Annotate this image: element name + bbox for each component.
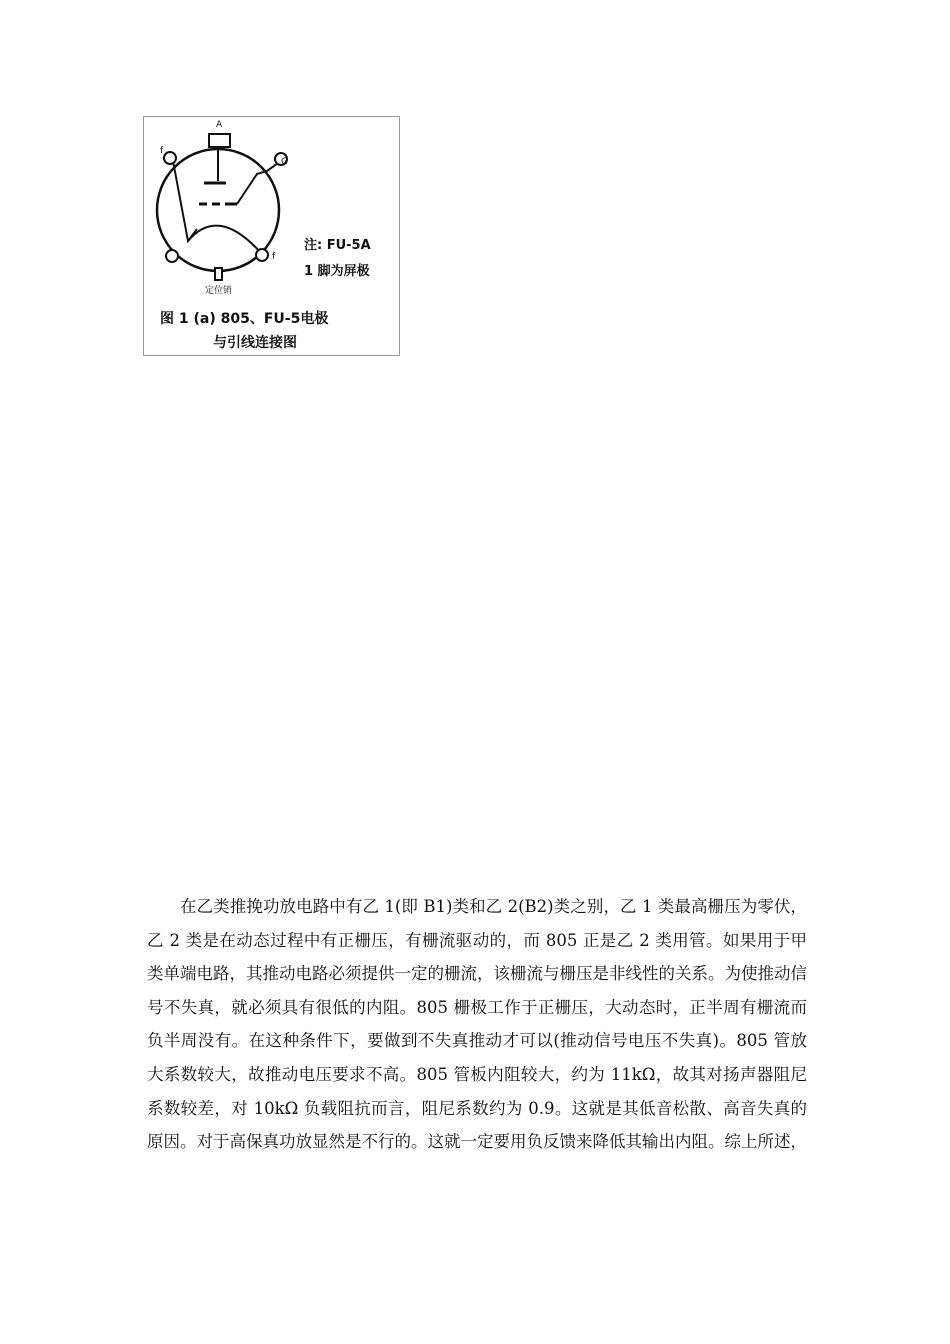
filament-arc: [188, 226, 261, 253]
body-text: [147, 890, 807, 1159]
grid-lead: [237, 161, 281, 204]
anode-pin: [209, 134, 230, 147]
figure-note-line-2: 1 脚为屏极: [304, 264, 370, 279]
locator-pin: [215, 268, 222, 280]
anode-label: A: [216, 120, 223, 130]
filament-pin-right: [256, 249, 268, 261]
body-paragraph: 在乙类推挽功放电路中有乙 1(即 B1)类和乙 2(B2)类之别，乙 1 类最高栅压为零伏，乙 2 类是在动态过程中有正栅压，有栅流驱动的，而 805 正是乙 2 类用管。如果用于甲类单端电路，其推动电路必须提供一定的栅流，该栅流与栅压是非线性的关系。为使推动信号不失真，就必须具有很低的内阻。805 栅极工作于正栅压，大动态时，正半周有栅流而负半周没有。在这种条件下，要做到不失真推动才可以(推动信号电压不失真)。805 管放大系数较大，故推动电压要求不高。805 管板内阻较大，约为 11kΩ，故其对扬声器阻尼系数较差，对 10kΩ 负载阻抗而言，阻尼系数约为 0.9。这就是其低音松散、高音失真的原因。对于高保真功放显然是不行的。这就一定要用负反馈来降低其输出内阻。综上所述，: [147, 897, 807, 1152]
filament-left-label: f: [160, 146, 164, 156]
filament-pin-left: [164, 152, 176, 164]
grid-label: G: [281, 157, 288, 167]
figure-note-line-1: 注: FU-5A: [304, 238, 371, 253]
figure-caption-line-1: 图 1 (a) 805、FU-5电极: [160, 311, 329, 327]
figure-caption-line-2: 与引线连接图: [213, 335, 297, 351]
electrode-diagram-figure: [143, 116, 400, 356]
filament-pin-bottom-left: [166, 250, 178, 262]
locator-label: 定位销: [205, 286, 233, 296]
filament-left-lead: [173, 161, 197, 241]
filament-right-label: f: [272, 252, 276, 262]
